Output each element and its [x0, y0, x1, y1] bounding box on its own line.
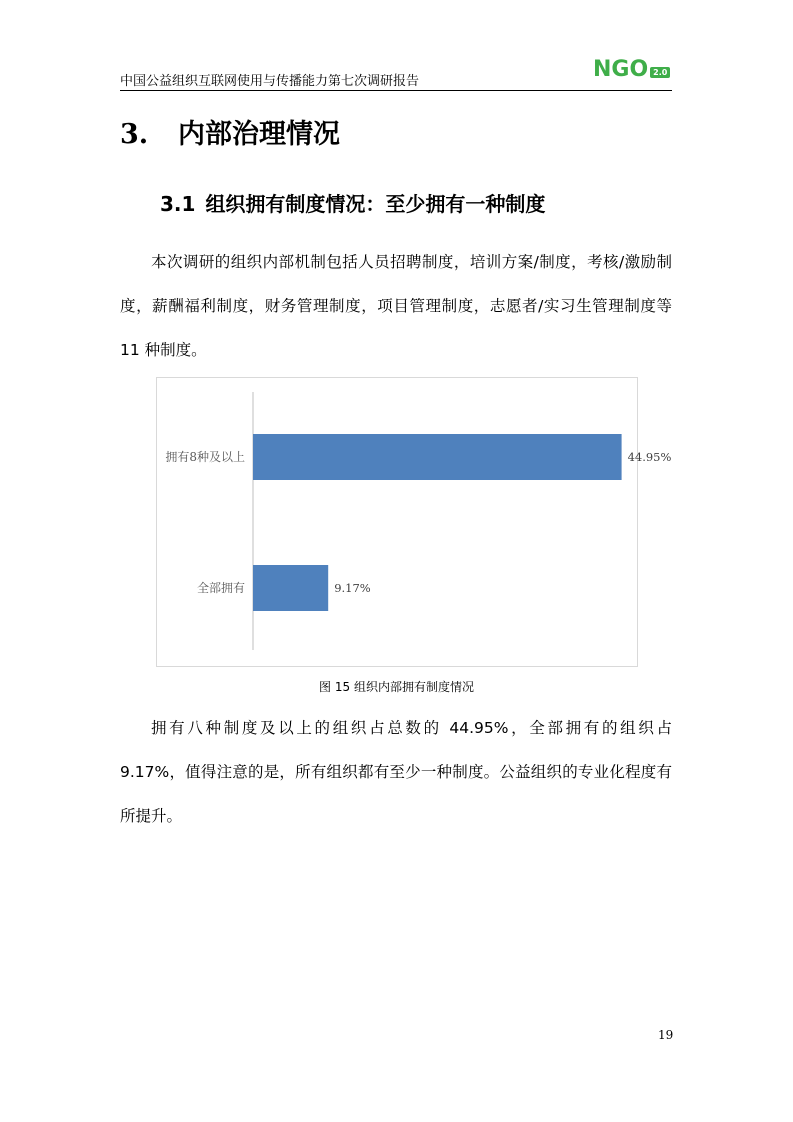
subsection-heading: [160, 188, 545, 217]
section-heading: [120, 112, 340, 151]
ngo-logo: [593, 56, 670, 82]
header-divider: [120, 90, 672, 91]
data-label: 9.17%: [334, 581, 371, 595]
figure-caption: 图 15 组织内部拥有制度情况: [319, 680, 474, 694]
chart-bar: [253, 565, 328, 611]
logo-text: NGO: [593, 56, 649, 82]
body-paragraph-summary: 拥有八种制度及以上的组织占总数的 44.95%，全部拥有的组织占 9.17%，值得注意的是，所有组织都有至少一种制度。公益组织的专业化程度有所提升。: [120, 719, 672, 825]
logo-badge: 2.0: [650, 67, 670, 78]
body-paragraph-intro: 本次调研的组织内部机制包括人员招聘制度，培训方案/制度，考核/激励制度，薪酬福利制度，财务管理制度，项目管理制度，志愿者/实习生管理制度等 11 种制度。: [120, 253, 672, 359]
bar-chart: [156, 377, 672, 667]
category-label: 拥有8种及以上: [165, 450, 245, 464]
category-label: 全部拥有: [196, 581, 245, 595]
subsection-title: 组织拥有制度情况：至少拥有一种制度: [205, 192, 546, 216]
subsection-number: 3.1: [160, 192, 196, 216]
report-header-title: 中国公益组织互联网使用与传播能力第七次调研报告: [120, 74, 420, 89]
section-number: 3.: [120, 119, 149, 150]
section-title: 内部治理情况: [178, 119, 340, 150]
chart-bar: [253, 434, 622, 480]
page-number: 19: [658, 1028, 674, 1042]
bar-chart-svg: [157, 378, 672, 666]
data-label: 44.95%: [627, 450, 672, 464]
